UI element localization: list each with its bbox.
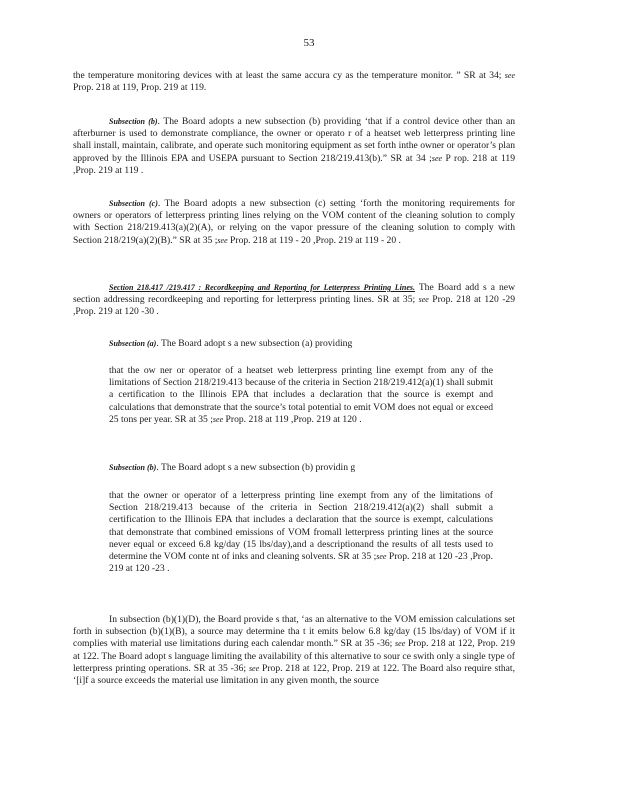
section-heading: Section 218.417 /219.417 : Recordkeeping and Reporting for Letterpress Printing Lines. [109,283,415,292]
see-signal: see [248,663,260,673]
paragraph-text: . The Board adopts a new subsection (c) setting ‘forth the monitoring requirements for owners or operators of letterpress printing lines relying on the VOM content of the cleaning solution to comply with Section 218/219.413(a)(2)(A), or relying on the vapor pressure of the cleaning solution to comply with Section 218/219(a)(2)(B).” SR at 35 ; [73,198,516,246]
paragraph-subsection-a [73,338,515,350]
paragraph-text: Prop. 218 at 120 -29 ,Prop. 219 at 120 -30 . [73,294,515,318]
see-signal: see [431,153,443,163]
paragraph-text: Prop. 218 at 122, Prop. 219 at 122. The Board adopt s language limiting the availability of this alternative to sour ce swith only a single type of letterpress printing operations. SR at 35 -36; [73,638,515,674]
paragraph-text: . The Board adopts a new subsection (b) providing ‘that if a control device other than an afterburner is used to demonstrate compliance, the owner or operato r of a heatset web letterpress printing line shall install, maintain, calibrate, and operate such monitoring equipment as set forth inthe owner or operator’s plan approved by the Illinois EPA and USEPA pursuant to Section 218/219.413(b).” SR at 34 ; [73,116,515,164]
paragraph-subsection-b [73,116,515,177]
paragraph-section-218-417 [73,282,515,319]
paragraph-text: the temperature monitoring devices with at least the same accura cy as the temperature monitor. ” SR at 34; [73,70,505,81]
see-signal: see [376,552,387,562]
subsection-label: Subsection (c) [109,199,158,208]
paragraph-text: Prop. 218 at 119 - 20 ,Prop. 219 at 119 - 20 . [227,234,401,246]
subsection-label: Subsection (b) [109,117,158,126]
subsection-label: Subsection (a) [109,339,157,348]
paragraph-text: The Board add s a new section addressing recordkeeping and reporting for letterpress printing lines. SR at 35; [73,282,515,306]
paragraph-text: P rop. 218 at 119 ,Prop. 219 at 119 . [73,152,515,176]
block-quote-2 [109,490,493,575]
quote-text: Prop. 218 at 119 ,Prop. 219 at 120 . [223,413,362,425]
see-signal: see [217,235,228,245]
see-signal: see [212,414,224,424]
paragraph-subsection-c [73,198,515,247]
paragraph-text: . The Board adopt s a new subsection (b) providin g [156,462,356,473]
paragraph-1 [73,70,515,94]
subsection-label: Subsection (b) [109,463,157,472]
see-signal: see [418,295,429,305]
see-signal: see [395,639,406,649]
paragraph-text: . The Board adopt s a new subsection (a) providing [156,338,353,349]
paragraph-text: Prop. 218 at 119, Prop. 219 at 119. [73,82,207,94]
page-number: 53 [303,37,315,49]
quote-text: Prop. 218 at 120 -23 ,Prop. 219 at 120 -23 . [109,551,493,575]
paragraph-text: Prop. 218 at 122, Prop. 219 at 122. The Board also require sthat, ‘[i]f a source exceeds the material use limitation in any given month, the source [73,662,515,687]
quote-text: that the owner or operator of a letterpress printing line exempt from any of the limitations of Section 218/219.413 because of the criteria in Section 218/219.412(a)(2) shall submit a certification to the Illinois EPA that includes a declaration that the source is exempt, calculations that demonstrate that combined emissions of VOM fromall letterpress printing lines at the source never equal or exceed 6.8 kg/day (15 lbs/day),and a descriptionand the results of all tests used to determine the VOM conte nt of inks and cleaning solvents. SR at 35 ; [109,490,493,563]
quote-text: that the ow ner or operator of a heatset web letterpress printing line exempt from any of the limitations of Section 218/219.413 because of the criteria in Section 218/219.412(a)(1) shall submit a certification to the Illinois EPA that includes a declaration that the source is exempt and calculations that demonstrate that the source’s total potential to emit VOM does not equal or exceed 25 tons per year. SR at 35 ; [109,365,493,425]
block-quote-1 [109,365,493,426]
see-signal: see [504,71,515,80]
paragraph-alternative [73,614,515,687]
paragraph-subsection-b-2 [73,462,515,474]
paragraph-text: In subsection (b)(1)(D), the Board provide s that, ‘as an alternative to the VOM emission calculations set forth in subsection (b)(1)(B), a source may determine tha t it emits below 6.8 kg/day (15 lbs/day) of VOM if it complies with material use limitations during each calendar month.” SR at 35 -36; [73,614,515,650]
